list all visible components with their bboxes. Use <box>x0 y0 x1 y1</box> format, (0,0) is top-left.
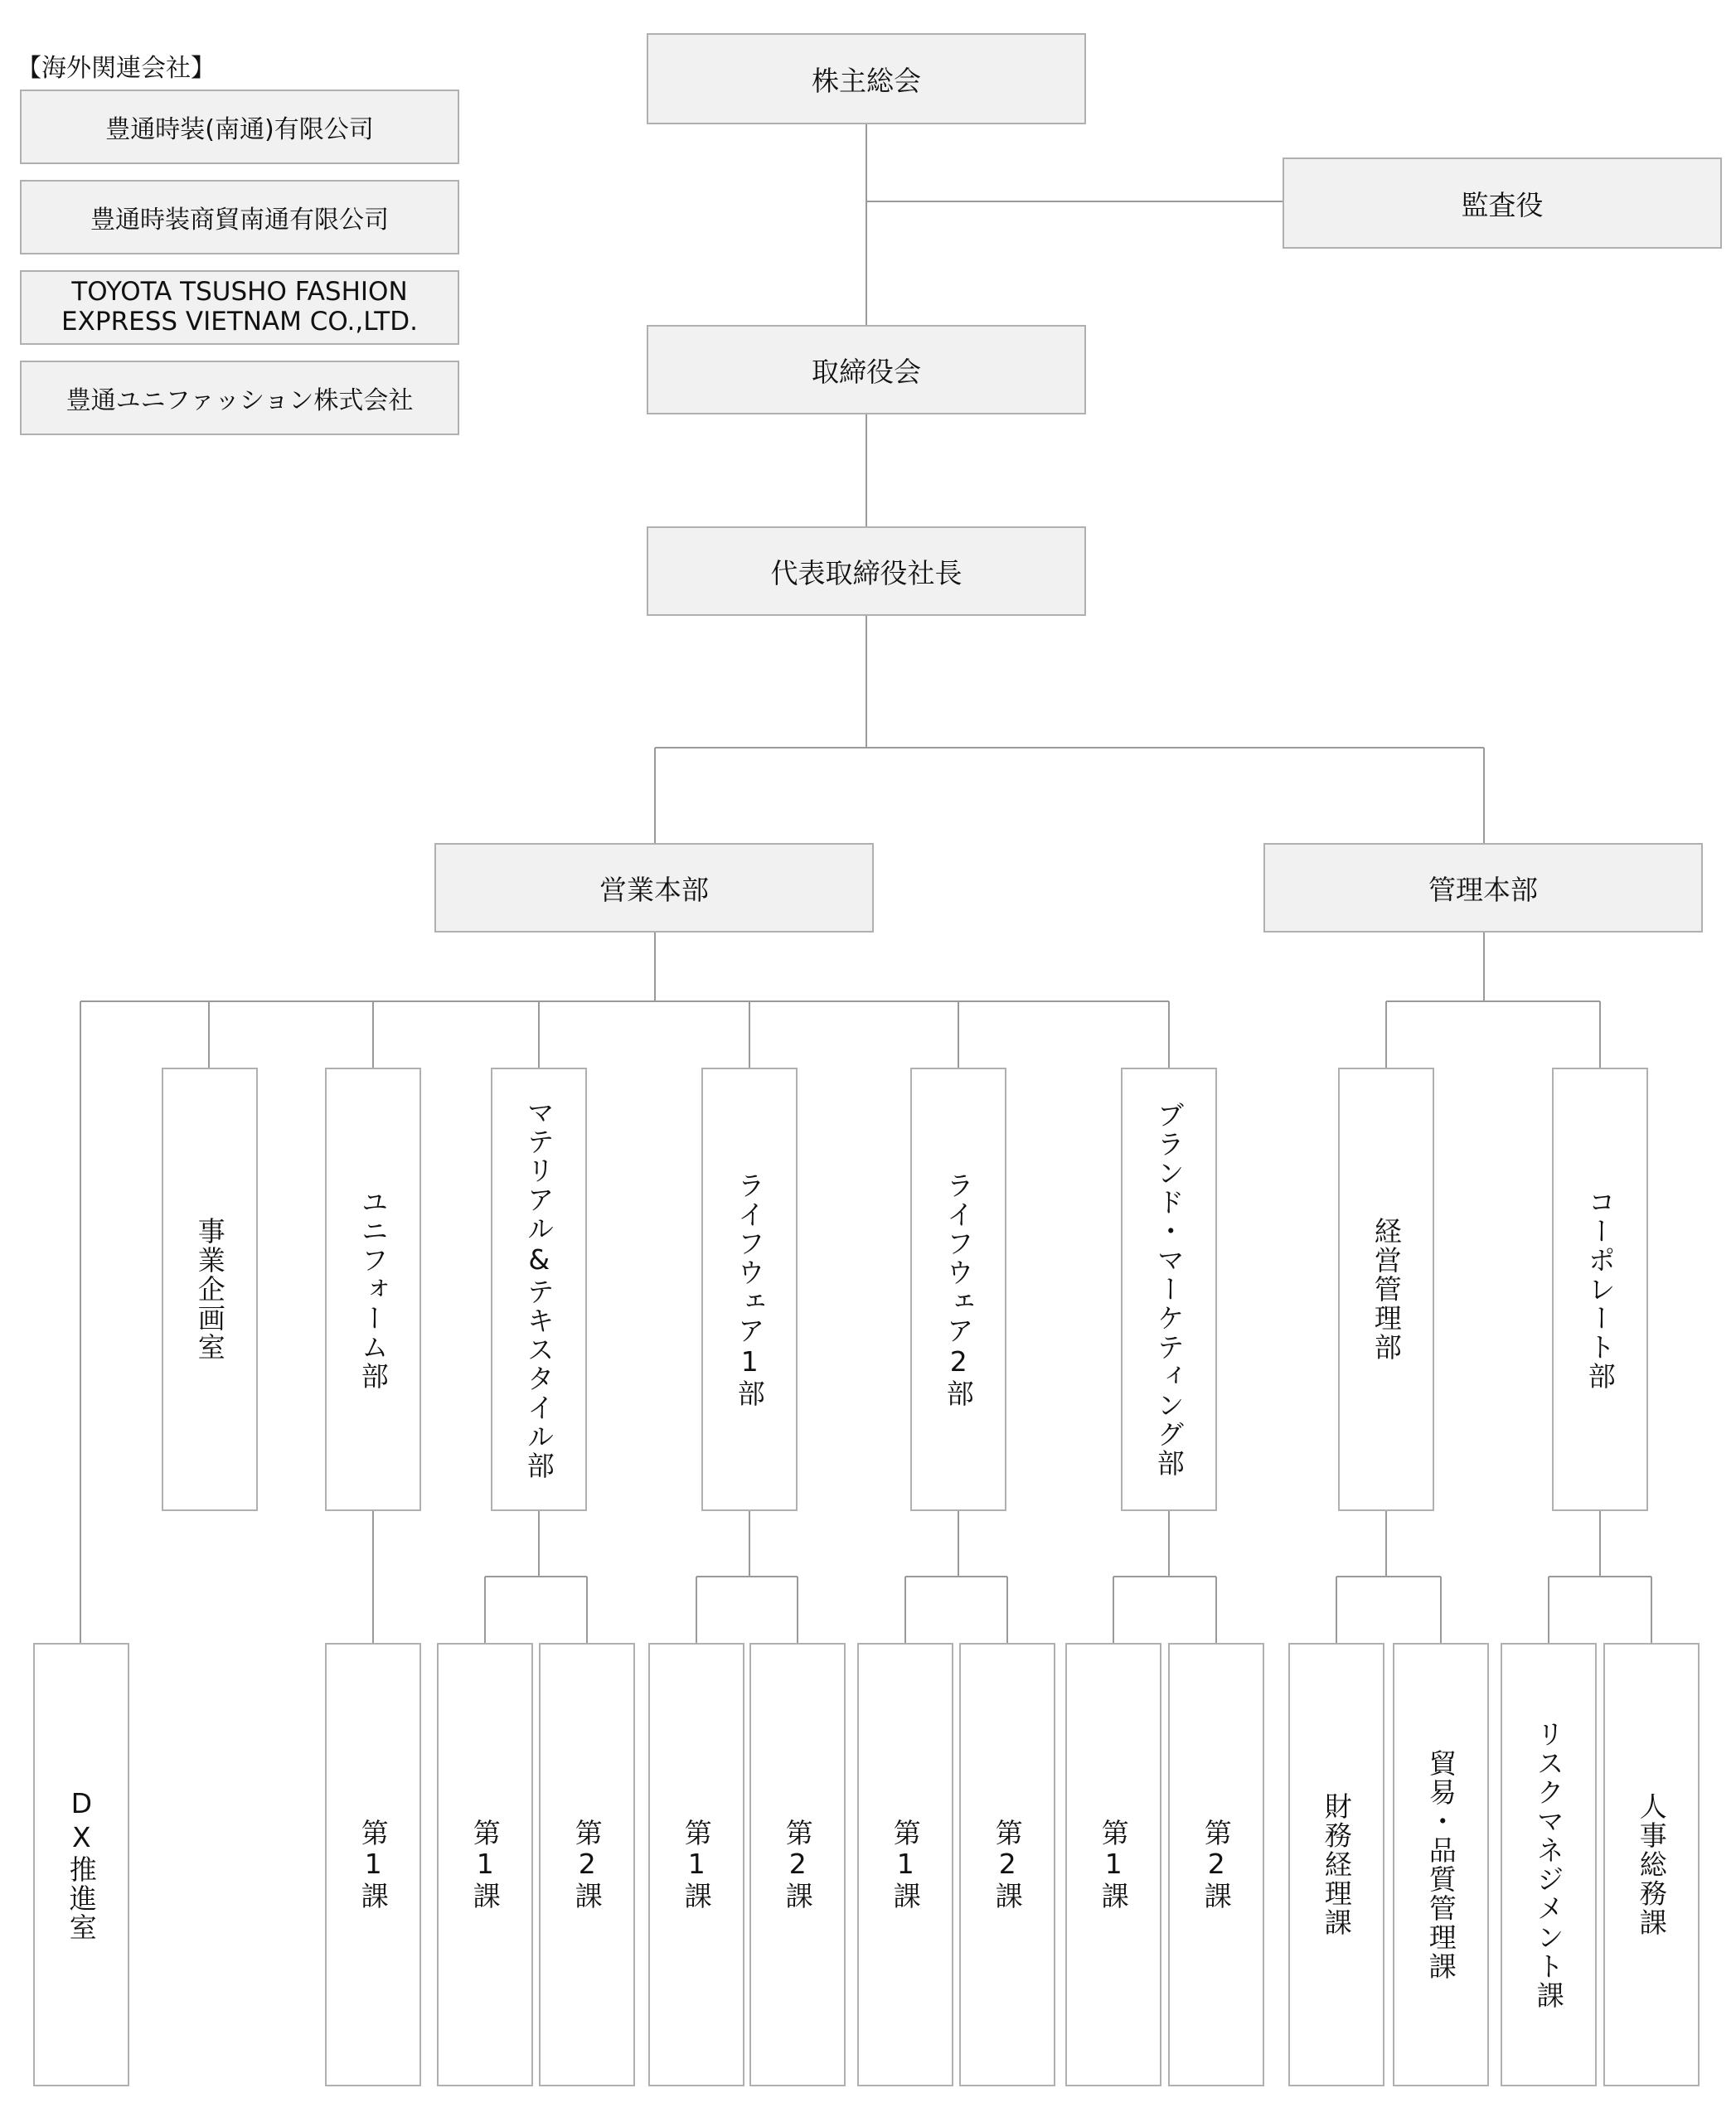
department-brand-marketing: ブランド・マーケティング部 <box>1121 1068 1217 1511</box>
department-dx: DX推進室 <box>33 1643 129 2086</box>
department-uniform: ユニフォーム部 <box>325 1068 421 1511</box>
subsidiary-box: 豊通時装商貿南通有限公司 <box>20 180 459 254</box>
section-material-1: 第1課 <box>437 1643 533 2086</box>
section-brand-2: 第2課 <box>1168 1643 1264 2086</box>
subsidiary-box: 豊通時装(南通)有限公司 <box>20 90 459 164</box>
department-lifewear-2: ライフウェア2部 <box>910 1068 1006 1511</box>
section-lifewear2-1: 第1課 <box>857 1643 953 2086</box>
section-uniform-1: 第1課 <box>325 1643 421 2086</box>
admin-division-box: 管理本部 <box>1263 843 1703 933</box>
subsidiaries-title: 【海外関連会社】 <box>17 54 216 83</box>
auditor-box: 監査役 <box>1283 157 1722 249</box>
subsidiary-box: TOYOTA TSUSHO FASHION EXPRESS VIETNAM CO.,LTD. <box>20 270 459 345</box>
section-hr-general: 人事総務課 <box>1603 1643 1700 2086</box>
section-brand-1: 第1課 <box>1065 1643 1161 2086</box>
section-risk-management: リスクマネジメント課 <box>1501 1643 1597 2086</box>
section-lifewear1-2: 第2課 <box>749 1643 846 2086</box>
section-lifewear1-1: 第1課 <box>648 1643 744 2086</box>
section-finance: 財務経理課 <box>1288 1643 1384 2086</box>
section-material-2: 第2課 <box>539 1643 635 2086</box>
department-management: 経営管理部 <box>1338 1068 1434 1511</box>
department-material: マテリアル&テキスタイル部 <box>491 1068 587 1511</box>
section-trade-quality: 貿易・品質管理課 <box>1393 1643 1489 2086</box>
sales-division-box: 営業本部 <box>434 843 874 933</box>
shareholders-meeting-box: 株主総会 <box>647 33 1086 124</box>
department-lifewear-1: ライフウェア1部 <box>701 1068 798 1511</box>
board-of-directors-box: 取締役会 <box>647 325 1086 414</box>
section-lifewear2-2: 第2課 <box>959 1643 1055 2086</box>
president-box: 代表取締役社長 <box>647 526 1086 616</box>
subsidiary-box: 豊通ユニファッション株式会社 <box>20 361 459 435</box>
department-planning: 事業企画室 <box>162 1068 258 1511</box>
department-corporate: コーポレート部 <box>1552 1068 1648 1511</box>
